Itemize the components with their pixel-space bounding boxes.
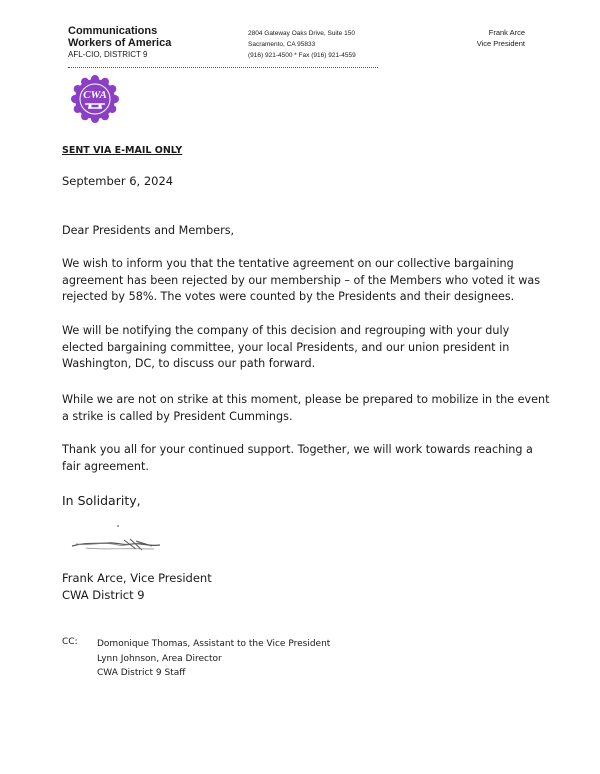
cc-recipient: Domonique Thomas, Assistant to the Vice President bbox=[97, 639, 331, 649]
organization-block bbox=[68, 25, 171, 61]
logo-text: CWA bbox=[83, 89, 107, 101]
signer-organization: CWA District 9 bbox=[62, 588, 145, 602]
letter-date: September 6, 2024 bbox=[62, 174, 174, 188]
salutation: Dear Presidents and Members, bbox=[62, 224, 235, 237]
cwa-logo bbox=[66, 74, 124, 124]
org-name-line2: Workers of America bbox=[68, 37, 172, 49]
cc-recipient: Lynn Johnson, Area Director bbox=[97, 653, 222, 664]
address-street: 2804 Gateway Oaks Drive, Suite 150 bbox=[248, 30, 355, 37]
org-name-line1: Communications bbox=[68, 25, 158, 37]
cc-list bbox=[97, 637, 330, 681]
address-phone-fax: (916) 921-4500 * Fax (916) 921-4559 bbox=[248, 52, 356, 59]
org-affiliation: AFL-CIO, DISTRICT 9 bbox=[68, 50, 148, 59]
body-paragraph-2: We will be notifying the company of this decision and regrouping with your duly elected bargaining committee, your local Presidents, and our union president in Washington, DC, to discuss our path forward. bbox=[62, 324, 510, 370]
body-paragraph-1: We wish to inform you that the tentative agreement on our collective bargaining agreement has been rejected by our membership – of the Members who voted it was rejected by 58%. The votes were counted by the Presidents and their designees. bbox=[62, 257, 541, 303]
address-city: Sacramento, CA 95833 bbox=[248, 41, 316, 48]
officer-name: Frank Arce bbox=[488, 28, 525, 37]
body-paragraph-4: Thank you all for your continued support. Together, we will work towards reaching a fair agreement. bbox=[62, 443, 533, 473]
signer-name: Frank Arce, Vice President bbox=[62, 571, 212, 585]
letterhead-divider bbox=[68, 67, 378, 68]
delivery-note: SENT VIA E-MAIL ONLY bbox=[62, 145, 183, 156]
body-paragraph-3: While we are not on strike at this moment, please be prepared to mobilize in the event a strike is called by President Cummings. bbox=[62, 393, 550, 423]
cc-recipient: CWA District 9 Staff bbox=[97, 668, 186, 678]
signer-block bbox=[62, 570, 212, 604]
signature bbox=[66, 522, 166, 562]
address-block bbox=[248, 28, 356, 61]
closing: In Solidarity, bbox=[62, 493, 141, 508]
cc-label: CC: bbox=[62, 637, 78, 647]
officer-block bbox=[440, 27, 525, 49]
officer-title: Vice President bbox=[476, 39, 525, 48]
